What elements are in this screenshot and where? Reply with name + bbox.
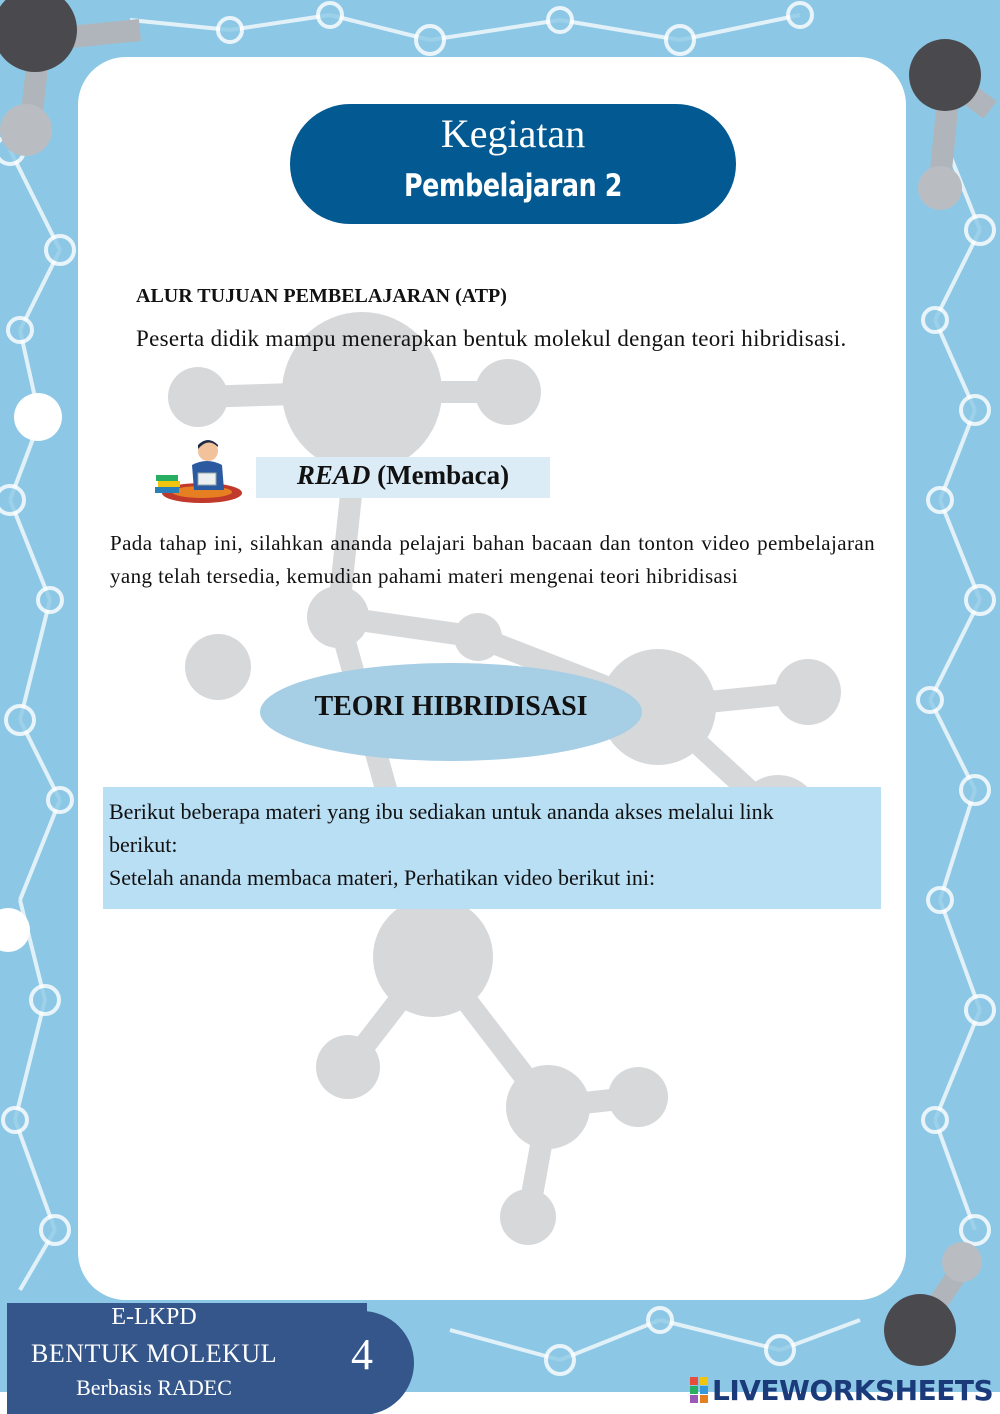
page-number: 4: [351, 1330, 373, 1379]
info-line-1: Berikut beberapa materi yang ibu sediakan untuk ananda akses melalui link: [109, 799, 774, 824]
liveworksheets-text[interactable]: LIVEWORKSHEETS: [712, 1373, 994, 1407]
info-line-2: berikut:: [109, 832, 178, 857]
read-label-rest: (Membaca): [370, 460, 510, 490]
atp-heading: ALUR TUJUAN PEMBELAJARAN (ATP): [136, 285, 507, 307]
instruction-paragraph: Pada tahap ini, silahkan ananda pelajari bahan bacaan dan tonton video pembelajaran yang telah tersedia, kemudian pahami materi mengenai teori hibridisasi: [110, 531, 875, 588]
liveworksheets-logo: [690, 1374, 993, 1406]
content-card: [78, 57, 906, 1300]
activity-header-line2: Pembelajaran 2: [403, 168, 623, 204]
activity-header-line1: Kegiatan: [440, 111, 586, 156]
footer-line2: BENTUK MOLEKUL: [30, 1339, 278, 1368]
footer-line1: E-LKPD: [111, 1304, 197, 1330]
info-box: [103, 787, 881, 909]
read-label-italic: READ: [296, 460, 371, 490]
read-stage-label: [256, 457, 550, 498]
info-line-3: Setelah ananda membaca materi, Perhatikan video berikut ini:: [109, 865, 656, 890]
section-title: TEORI HIBRIDISASI: [314, 691, 588, 722]
footer-line3: Berbasis RADEC: [76, 1375, 232, 1400]
liveworksheets-icon: [690, 1377, 708, 1403]
section-title-oval: [260, 663, 642, 761]
atp-text: Peserta didik mampu menerapkan bentuk molekul dengan teori hibridisasi.: [136, 326, 847, 351]
reading-boy-icon: [152, 435, 244, 505]
activity-header: [290, 104, 736, 224]
